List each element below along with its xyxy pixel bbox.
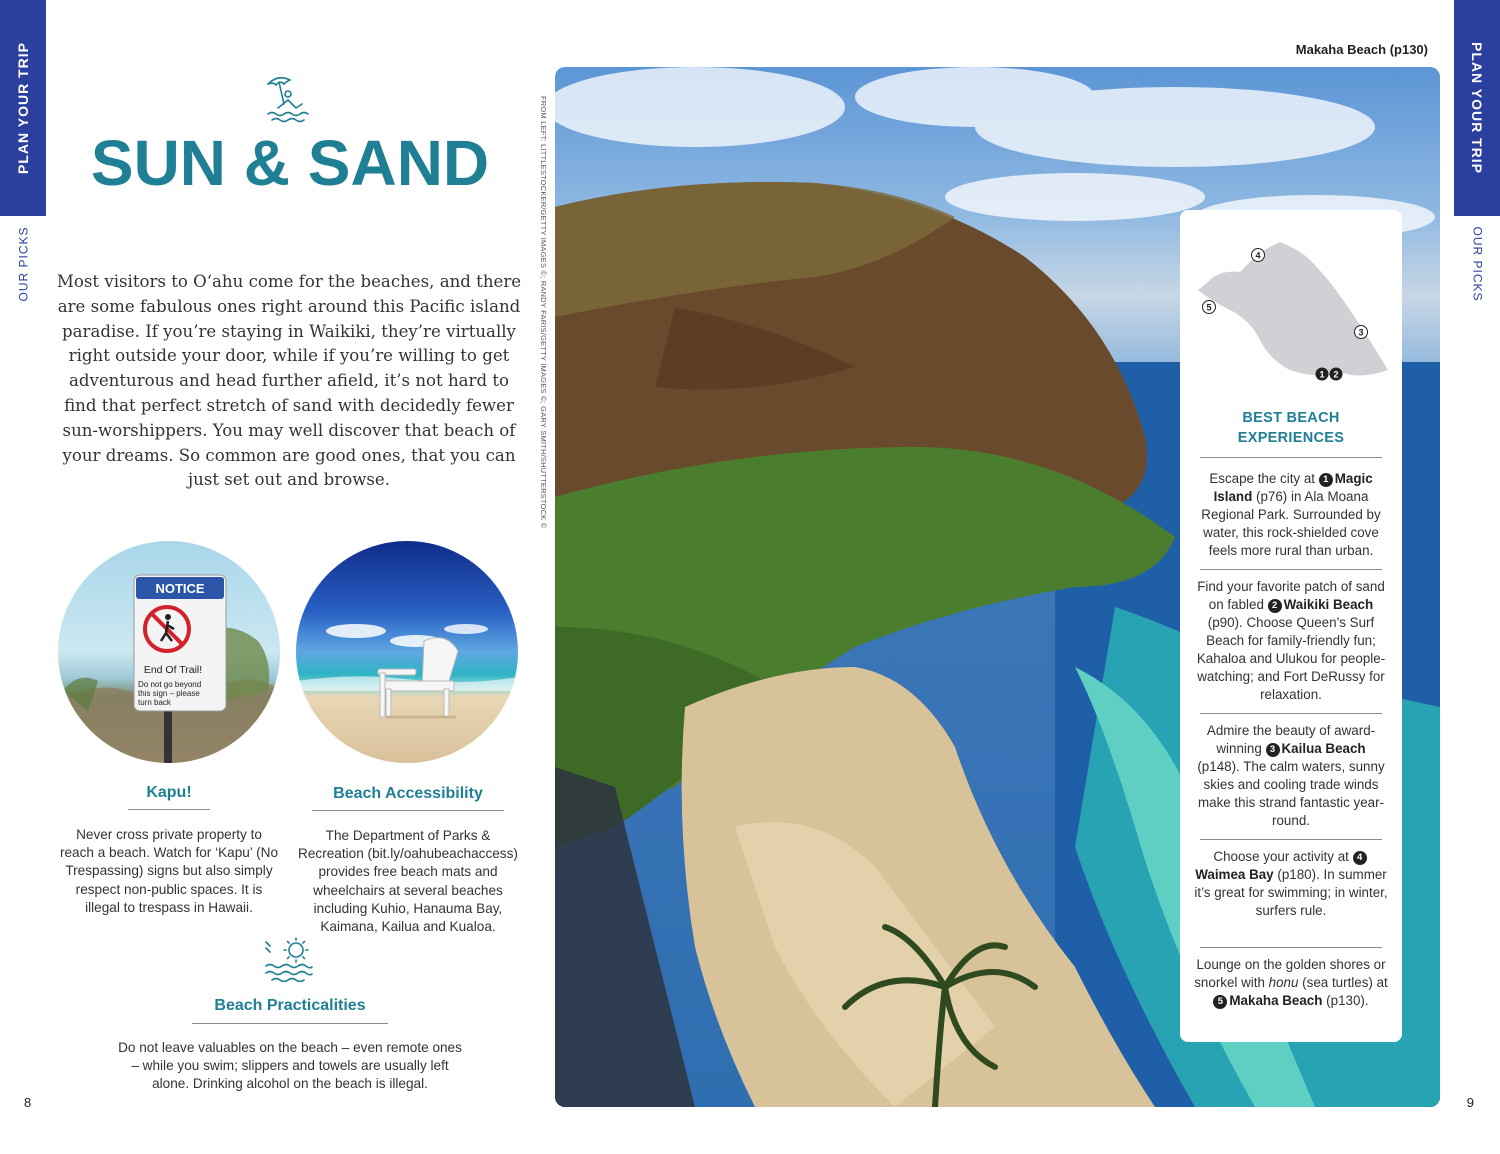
accessibility-heading: Beach Accessibility <box>333 785 483 802</box>
practicalities-text: Do not leave valuables on the beach – even remote ones – while you swim; slippers and towels are usually left alone. Drinking alcohol on the beach is illegal. <box>118 1040 462 1092</box>
box-title-line1: BEST BEACH <box>1242 410 1340 426</box>
intro-paragraph: Most visitors to O‘ahu come for the beaches, and there are some fabulous ones right around this Pacific island paradise. If you’re staying in Waikiki, they’re virtually right outside your door, while if you’re willing to get adventurous and head further afield, it’s not hard to find that perfect stretch of sand with decidedly fewer sun-worshippers. You may well discover that beach of your dreams. So common are good ones, that you can just set out and browse. <box>56 272 522 490</box>
beach-item-3: Admire the beauty of award-winning 3 Kailua Beach (p148). The calm waters, sunny skies and cooling trade winds make this strand fantastic year-round. <box>1197 723 1385 828</box>
map-marker-5: 5 <box>1206 302 1212 313</box>
practicalities-rule <box>192 1023 388 1024</box>
right-sub-label-wrap <box>1462 222 1492 306</box>
trail-sign-photo <box>58 541 280 763</box>
best-beach-box <box>1180 210 1402 1042</box>
beach-item-4: Choose your activity at 4Waimea Bay (p180). In summer it’s great for swimming; in winter, surfers rule. <box>1194 849 1388 918</box>
photo-credit: FROM LEFT: LITTLESTOCKER/GETTY IMAGES ©; RANDY FARIS/GETTY IMAGES ©; GARY SMITH/SHUTTERSTOCK © <box>539 96 548 529</box>
accessibility-rule <box>312 810 504 811</box>
beach-chair-illustration <box>296 541 518 763</box>
map-marker-3: 3 <box>1358 327 1364 338</box>
left-sub-label: OUR PICKS <box>16 226 31 302</box>
box-title <box>1180 408 1402 448</box>
accessibility-text: The Department of Parks & Recreation (bit.ly/oahubeachaccess) provides free beach mats and wheelchairs at several beaches including Kuhio, Hanauma Bay, Kaimana, Kailua and Kualoa. <box>298 828 518 935</box>
map-marker-2: 2 <box>1333 369 1339 380</box>
sun-waves-icon <box>262 936 314 982</box>
beach-item-rule-4 <box>1200 947 1382 948</box>
box-title-line2: EXPERIENCES <box>1237 430 1345 446</box>
kapu-heading: Kapu! <box>146 784 192 801</box>
page-title: SUN & SAND <box>90 127 490 199</box>
practicalities-heading: Beach Practicalities <box>214 997 366 1014</box>
beach-item-rule-1 <box>1200 569 1382 570</box>
kapu-text: Never cross private property to reach a beach. Watch for ‘Kapu’ (No Trespassing) signs but also simply respect non-public spaces. It is illegal to trespass in Hawaii. <box>59 827 279 915</box>
photo-credit-wrap <box>536 96 550 529</box>
sign-line4: turn back <box>138 698 171 707</box>
oahu-map <box>1190 230 1394 390</box>
box-title-rule <box>1200 457 1382 458</box>
beach-chair-photo <box>296 541 518 763</box>
right-tab-label: PLAN YOUR TRIP <box>1469 42 1486 174</box>
right-sub-label: OUR PICKS <box>1470 226 1485 302</box>
page-number-left: 8 <box>24 1095 32 1110</box>
kapu-rule <box>128 809 210 810</box>
beach-item-rule-3 <box>1200 839 1382 840</box>
right-tab-label-wrap <box>1462 0 1492 216</box>
sign-line1: End Of Trail! <box>143 664 203 676</box>
left-sub-label-wrap <box>8 222 38 306</box>
sign-line2: Do not go beyond <box>138 680 202 689</box>
photo-caption: Makaha Beach (p130) <box>1295 42 1428 57</box>
beach-item-rule-2 <box>1200 713 1382 714</box>
beach-item-2: Find your favorite patch of sand on fabled 2 Waikiki Beach (p90). Choose Queen’s Surf Beach for family-friendly fun; Kahaloa and Ulukou for people-watching; and Fort DeRussy for relaxation. <box>1196 579 1386 702</box>
beach-item-5: Lounge on the golden shores or snorkel with honu (sea turtles) at 5 Makaha Beach (p130). <box>1194 957 1388 1008</box>
beach-umbrella-icon <box>262 72 314 124</box>
map-marker-1: 1 <box>1319 369 1325 380</box>
beach-item-1: Escape the city at 1 Magic Island (p76) in Ala Moana Regional Park. Surrounded by water, this rock-shielded cove feels more rural than urban. <box>1201 471 1381 558</box>
map-marker-4: 4 <box>1255 250 1261 261</box>
trail-sign-illustration <box>58 541 280 763</box>
sign-line3: this sign – please <box>138 689 200 698</box>
left-tab-label-wrap <box>8 0 38 216</box>
page-number-right: 9 <box>1466 1095 1474 1110</box>
left-tab-label: PLAN YOUR TRIP <box>15 42 32 174</box>
sign-notice: NOTICE <box>155 581 205 596</box>
